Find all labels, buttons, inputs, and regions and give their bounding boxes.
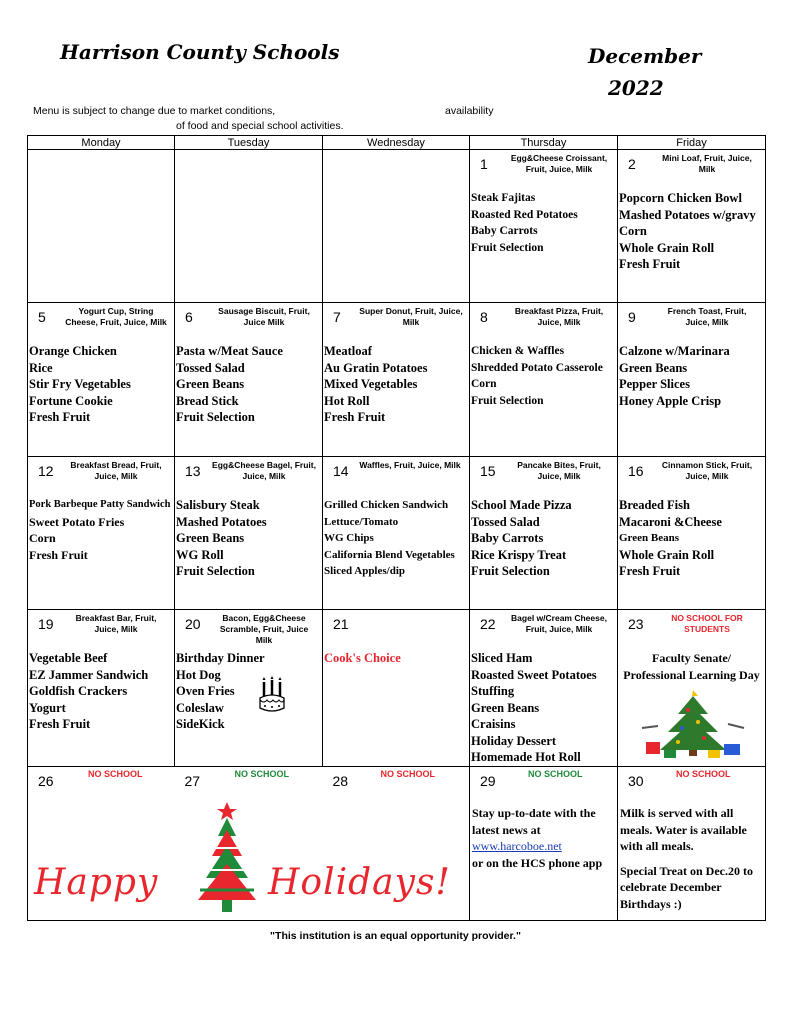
day-number: 6 [185, 309, 193, 325]
day-cell [470, 457, 618, 610]
lunch-item: Fruit Selection [471, 394, 544, 407]
lunch-item: Tossed Salad [471, 514, 540, 529]
lunch-item: Salisbury Steak [176, 498, 260, 512]
day-cell [323, 457, 470, 610]
lunch-item: Oven Fries [176, 684, 235, 698]
news-note [472, 805, 614, 871]
holidays-word: Holidays! [268, 862, 451, 903]
weekday-wednesday: Wednesday [323, 136, 470, 150]
week-row-1 [28, 150, 766, 303]
lunch-item: Green Beans [619, 360, 688, 375]
day-cell [618, 303, 766, 457]
breakfast-menu: Super Donut, Fruit, Juice, Milk [359, 306, 463, 328]
lunch-item: Fruit Selection [471, 564, 550, 578]
day-cell [323, 610, 470, 767]
lunch-item: Fruit Selection [176, 410, 255, 424]
day-number: 20 [185, 616, 201, 632]
lunch-item: Pork Barbeque Patty Sandwich [29, 499, 171, 510]
week-row-4 [28, 610, 766, 767]
lunch-menu [176, 650, 321, 733]
lunch-item: Sliced Apples/dip [324, 565, 406, 577]
lunch-menu [619, 343, 764, 409]
lunch-item: Coleslaw [176, 700, 224, 715]
year-title: 2022 [608, 76, 664, 100]
lunch-item: Fresh Fruit [29, 547, 88, 562]
lunch-item: Roasted Sweet Potatoes [471, 667, 597, 682]
lunch-item: California Blend Vegetables [324, 548, 455, 561]
event-line: Faculty Senate/ [652, 651, 731, 665]
treat-text: Special Treat on Dec.20 to celebrate December Birthdays :) [620, 863, 753, 911]
day-cell [28, 610, 175, 767]
day-number: 22 [480, 616, 496, 632]
lunch-item: Sweet Potato Fries [29, 514, 125, 529]
weekday-monday: Monday [28, 136, 175, 150]
breakfast-menu: Yogurt Cup, String Cheese, Fruit, Juice, Milk [65, 306, 167, 328]
lunch-item: Popcorn Chicken Bowl [619, 191, 742, 205]
day-number: 21 [333, 616, 349, 632]
day-cell-empty [175, 150, 323, 303]
day-number: 23 [628, 616, 644, 632]
lunch-item: School Made Pizza [471, 498, 572, 512]
lunch-item: Pasta w/Meat Sauce [176, 344, 283, 358]
lunch-menu [471, 650, 616, 766]
lunch-menu [29, 497, 173, 563]
lunch-item: Hot Roll [324, 393, 370, 408]
lunch-item: Pepper Slices [619, 377, 690, 391]
lunch-item: Homemade Hot Roll [471, 750, 581, 764]
lunch-menu [29, 343, 173, 426]
day-cell [28, 457, 175, 610]
breakfast-menu: Egg&Cheese Croissant, Fruit, Juice, Milk [510, 153, 608, 175]
day-number: 9 [628, 309, 636, 325]
school-title: Harrison County Schools [60, 40, 340, 64]
lunch-item: Yogurt [29, 700, 66, 715]
lunch-menu [471, 343, 616, 409]
breakfast-menu: Bagel w/Cream Cheese, Fruit, Juice, Milk [511, 613, 607, 635]
lunch-item: Fresh Fruit [619, 257, 681, 271]
day-cell-empty [28, 150, 175, 303]
menu-notice-line2: of food and special school activities. [176, 120, 344, 132]
lunch-item: Whole Grain Roll [619, 240, 715, 255]
lunch-item: Meatloaf [324, 344, 372, 358]
lunch-item: Corn [29, 531, 56, 545]
day-number: 12 [38, 463, 54, 479]
day-cell [28, 303, 175, 457]
day-number: 8 [480, 309, 488, 325]
breakfast-menu: Cinnamon Stick, Fruit, Juice, Milk [661, 460, 753, 482]
lunch-item: Hot Dog [176, 667, 221, 682]
breakfast-menu: Waffles, Fruit, Juice, Milk [359, 460, 461, 470]
menu-notice-line1: Menu is subject to change due to market conditions, [33, 105, 276, 117]
no-school-notice: NO SCHOOL [88, 769, 143, 779]
lunch-item: Au Gratin Potatoes [324, 360, 428, 375]
lunch-item: Green Beans [471, 700, 540, 715]
lunch-item: Fresh Fruit [619, 564, 681, 578]
lunch-item: Fresh Fruit [324, 410, 386, 424]
lunch-item: Bread Stick [176, 393, 239, 408]
equal-opportunity-footer: "This institution is an equal opportunity provider." [270, 930, 521, 942]
lunch-item: Birthday Dinner [176, 651, 265, 665]
day-cell [470, 767, 618, 921]
day-number: 27 [184, 773, 201, 789]
lunch-item: Macaroni &Cheese [619, 514, 722, 529]
lunch-item: Craisins [471, 717, 516, 731]
birthday-cake-icon [257, 676, 287, 714]
lunch-item: Green Beans [176, 531, 245, 545]
lunch-item: Vegetable Beef [29, 651, 108, 665]
no-school-notice: NO SCHOOL [676, 769, 731, 779]
no-school-notice: NO SCHOOL [380, 769, 436, 779]
lunch-item: Breaded Fish [619, 498, 690, 512]
website-link[interactable]: www.harcoboe.net [472, 839, 562, 853]
milk-text: Milk is served with all meals. Water is available with all meals. [620, 806, 747, 853]
breakfast-menu: Bacon, Egg&Cheese Scramble, Fruit, Juice Milk [219, 613, 309, 646]
lunch-menu [176, 497, 321, 580]
day-number: 15 [480, 463, 496, 479]
lunch-menu [324, 343, 468, 426]
lunch-menu [471, 190, 616, 256]
event-text [619, 650, 764, 683]
day-number: 7 [333, 309, 341, 325]
lunch-item: Honey Apple Crisp [619, 393, 722, 408]
day-cell-empty [323, 150, 470, 303]
breakfast-menu: Pancake Bites, Fruit, Juice, Milk [517, 460, 601, 482]
month-title: December [588, 44, 702, 68]
no-school-notice: NO SCHOOL [234, 769, 290, 779]
lunch-item: Mashed Potatoes [176, 514, 267, 529]
lunch-item: Fruit Selection [471, 241, 544, 254]
lunch-item: EZ Jammer Sandwich [29, 667, 149, 682]
lunch-menu [471, 497, 616, 580]
cooks-choice-label: Cook's Choice [324, 651, 401, 665]
day-number: 5 [38, 309, 46, 325]
lunch-item: Fresh Fruit [29, 410, 91, 424]
lunch-item: WG Chips [324, 532, 374, 544]
day-cell [175, 610, 323, 767]
news-text: Stay up-to-date with the latest news at [472, 806, 596, 837]
news-text: or on the HCS phone app [472, 855, 603, 870]
event-line: Professional Learning Day [623, 667, 760, 682]
no-school-notice: NO SCHOOL FOR STUDENTS [671, 613, 743, 635]
lunch-menu [176, 343, 321, 426]
day-number: 14 [333, 463, 349, 479]
day-number: 19 [38, 616, 54, 632]
lunch-item: Fruit Selection [176, 564, 255, 578]
happy-word: Happy [34, 862, 159, 903]
christmas-tree-icon [190, 800, 265, 915]
weekday-friday: Friday [618, 136, 766, 150]
breakfast-menu: Sausage Biscuit, Fruit, Juice Milk [218, 306, 310, 328]
lunch-item: Rice Krispy Treat [471, 547, 567, 562]
lunch-item: Grilled Chicken Sandwich [324, 499, 449, 511]
day-number: 29 [480, 773, 496, 789]
lunch-item: Shredded Potato Casserole [471, 361, 603, 374]
lunch-item: Green Beans [176, 377, 245, 391]
week-row-3 [28, 457, 766, 610]
breakfast-menu: Breakfast Pizza, Fruit, Juice, Milk [514, 306, 604, 328]
breakfast-menu: Mini Loaf, Fruit, Juice, Milk [662, 153, 752, 175]
day-cell [470, 610, 618, 767]
lunch-item: Goldfish Crackers [29, 684, 128, 698]
day-cell [618, 767, 766, 921]
day-cell [470, 150, 618, 303]
lunch-item: Stuffing [471, 684, 515, 698]
breakfast-menu: Egg&Cheese Bagel, Fruit, Juice, Milk [212, 460, 316, 482]
day-cell [175, 457, 323, 610]
lunch-item: Baby Carrots [471, 531, 544, 545]
lunch-item: Orange Chicken [29, 344, 117, 358]
day-number: 1 [480, 156, 488, 172]
breakfast-menu: Breakfast Bread, Fruit, Juice, Milk [70, 460, 162, 482]
day-cell [470, 303, 618, 457]
lunch-item: Holiday Dessert [471, 733, 557, 748]
lunch-menu [619, 190, 764, 273]
lunch-menu [324, 497, 468, 580]
day-cell [175, 303, 323, 457]
lunch-item: Chicken & Waffles [471, 345, 565, 357]
lunch-item: Mashed Potatoes w/gravy [619, 207, 756, 222]
day-number: 16 [628, 463, 644, 479]
lunch-item: Sliced Ham [471, 651, 533, 665]
lunch-item: Whole Grain Roll [619, 547, 715, 562]
day-number: 13 [185, 463, 201, 479]
week-row-2 [28, 303, 766, 457]
day-number: 26 [38, 773, 54, 789]
menu-notice-availability: availability [445, 105, 494, 117]
weekday-header-row [28, 136, 766, 150]
day-cell [618, 610, 766, 767]
day-number: 30 [628, 773, 644, 789]
christmas-tree-illustration [638, 688, 748, 760]
lunch-item: Roasted Red Potatoes [471, 208, 578, 221]
day-number: 28 [332, 773, 349, 789]
lunch-item: Baby Carrots [471, 225, 538, 237]
lunch-item: Stir Fry Vegetables [29, 377, 131, 391]
breakfast-menu: French Toast, Fruit, Juice, Milk [667, 306, 747, 328]
day-cell [618, 150, 766, 303]
day-cell [323, 303, 470, 457]
no-school-notice: NO SCHOOL [528, 769, 583, 779]
lunch-item: Lettuce/Tomato [324, 515, 399, 528]
lunch-menu [29, 650, 173, 733]
lunch-item: Calzone w/Marinara [619, 344, 730, 358]
lunch-item: Mixed Vegetables [324, 377, 418, 391]
lunch-menu [619, 497, 764, 580]
breakfast-menu: Breakfast Bar, Fruit, Juice, Milk [75, 613, 157, 635]
lunch-item: Fortune Cookie [29, 393, 113, 408]
lunch-item: SideKick [176, 717, 225, 731]
lunch-item: Steak Fajitas [471, 192, 536, 204]
calendar-table [27, 135, 766, 921]
weekday-thursday: Thursday [470, 136, 618, 150]
lunch-item: Tossed Salad [176, 360, 245, 375]
lunch-item: WG Roll [176, 547, 224, 562]
lunch-item: Corn [471, 378, 497, 390]
day-number: 2 [628, 156, 636, 172]
weekday-tuesday: Tuesday [175, 136, 323, 150]
lunch-item: Corn [619, 224, 647, 238]
lunch-item: Rice [29, 360, 53, 375]
milk-note [620, 805, 762, 912]
lunch-item: Fresh Fruit [29, 717, 91, 731]
day-cell [618, 457, 766, 610]
lunch-item: Green Beans [619, 532, 679, 544]
